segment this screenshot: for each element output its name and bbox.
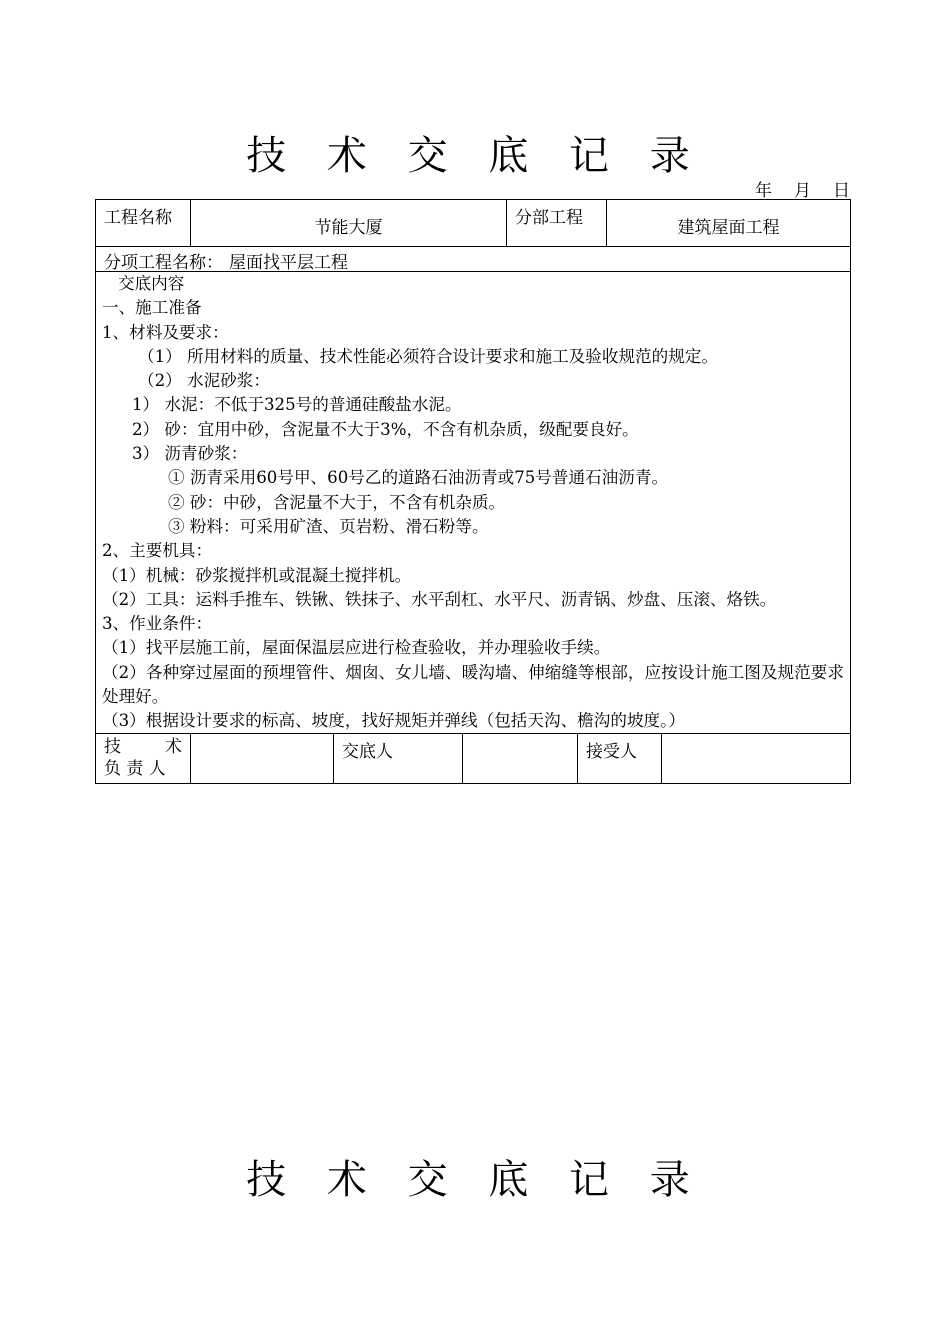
- item-name-label: 分项工程名称：: [104, 253, 223, 273]
- header-row: [96, 200, 850, 247]
- content-heading: 交底内容: [118, 274, 185, 293]
- tech-lead-label-c: 负 责 人: [104, 759, 166, 779]
- record-form: [95, 199, 851, 784]
- content-line: ① 沥青采用60号甲、60号乙的道路石油沥青或75号普通石油沥青。: [168, 468, 669, 488]
- sub-project-label: 分部工程: [507, 200, 607, 246]
- receiver-label: 接受人: [578, 734, 662, 783]
- handover-person-label: 交底人: [334, 734, 463, 783]
- handover-person-value[interactable]: [463, 734, 578, 783]
- tech-lead-label: [96, 734, 191, 783]
- tech-lead-label-b: 术: [165, 737, 182, 757]
- content-line: 3、作业条件：: [102, 614, 213, 634]
- tech-lead-label-a: 技: [104, 737, 121, 757]
- content-line: （1） 所用材料的质量、技术性能必须符合设计要求和施工及验收规范的规定。: [138, 346, 719, 366]
- content-line: 1） 水泥：不低于325号的普通硅酸盐水泥。: [132, 395, 462, 415]
- handover-content: [96, 272, 850, 734]
- date-line: [700, 176, 850, 201]
- content-line: 3） 沥青砂浆：: [132, 444, 248, 464]
- project-name-value: 节能大厦: [191, 200, 507, 246]
- date-day: 日: [833, 181, 850, 201]
- content-line: （2）各种穿过屋面的预埋管件、烟囱、女儿墙、暖沟墙、伸缩缝等根部，应按设计施工图及规范要求处理好。: [102, 662, 844, 707]
- item-name-value: 屋面找平层工程: [229, 253, 348, 273]
- content-line: 2） 砂：宜用中砂，含泥量不大于3%，不含有机杂质，级配要良好。: [132, 419, 639, 439]
- content-line: （1）机械：砂浆搅拌机或混凝土搅拌机。: [102, 565, 412, 585]
- project-name-label: 工程名称: [96, 200, 191, 246]
- signature-row: [96, 734, 850, 783]
- date-month: 月: [794, 181, 811, 201]
- receiver-value[interactable]: [662, 734, 850, 783]
- tech-lead-value[interactable]: [191, 734, 334, 783]
- content-line: 2、主要机具：: [102, 541, 213, 561]
- content-line: （3）根据设计要求的标高、坡度，找好规矩并弹线（包括天沟、檐沟的坡度。）: [102, 711, 686, 731]
- page-title: 技 术 交 底 记 录: [246, 133, 704, 179]
- content-line: （2） 水泥砂浆：: [138, 371, 270, 391]
- content-line: 一、施工准备: [102, 298, 202, 318]
- sub-project-value: 建筑屋面工程: [677, 218, 780, 238]
- content-line: ③ 粉料：可采用矿渣、页岩粉、滑石粉等。: [168, 516, 489, 536]
- date-year: 年: [755, 181, 772, 201]
- content-line: ② 砂：中砂，含泥量不大于，不含有机杂质。: [168, 492, 506, 512]
- content-line: （1）找平层施工前，屋面保温层应进行检查验收，并办理验收手续。: [102, 638, 611, 658]
- page-title-repeat: 技 术 交 底 记 录: [246, 1157, 704, 1203]
- item-name: [96, 247, 850, 271]
- item-row: [96, 247, 850, 272]
- content-line: （2）工具：运料手推车、铁锹、铁抹子、水平刮杠、水平尺、沥青锅、炒盘、压滚、烙铁。: [102, 589, 777, 609]
- content-line: 1、材料及要求：: [102, 322, 229, 342]
